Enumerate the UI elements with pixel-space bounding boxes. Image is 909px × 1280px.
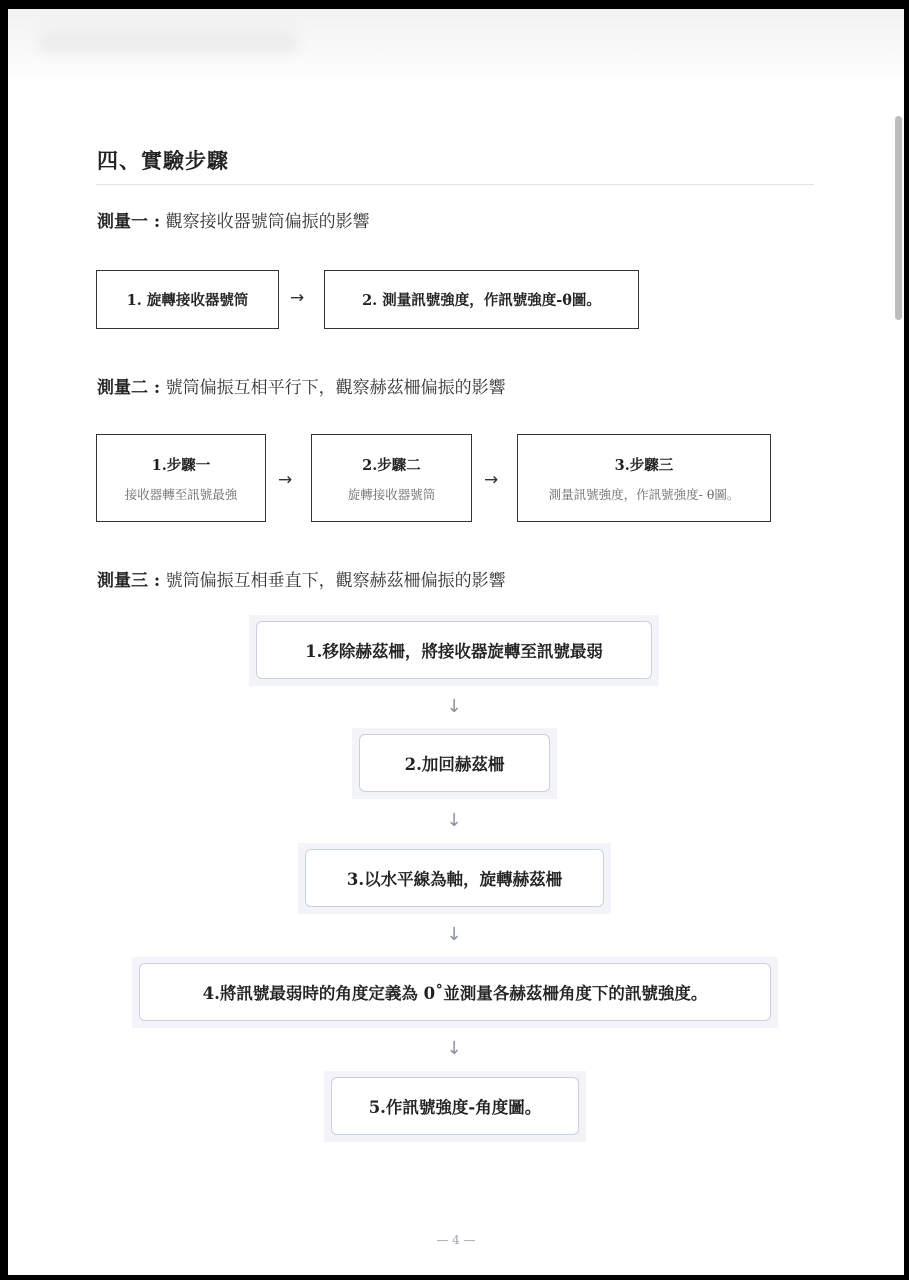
measurement-1-heading	[97, 207, 370, 232]
m3-arrow-2: ↓	[446, 810, 462, 831]
measurement-3-label: 測量三 :	[97, 571, 161, 591]
scrollbar[interactable]	[895, 116, 902, 320]
m3-step-3-box: 3.以水平線為軸，旋轉赫茲柵	[305, 849, 604, 907]
m1-step-2-title: 2. 測量訊號強度，作訊號強度-θ圖。	[362, 292, 601, 309]
measurement-1-label: 測量一 :	[97, 212, 161, 232]
m3-step-4-wrap	[132, 957, 778, 1028]
m3-step-5-wrap	[324, 1071, 586, 1142]
m3-step-2-box: 2.加回赫茲柵	[359, 734, 550, 792]
m3-step-3-wrap	[298, 843, 611, 914]
measurement-2-desc: 號筒偏振互相平行下，觀察赫茲柵偏振的影響	[160, 378, 506, 398]
divider	[96, 184, 814, 185]
measurement-3-desc: 號筒偏振互相垂直下，觀察赫茲柵偏振的影響	[160, 571, 506, 591]
measurement-1-desc: 觀察接收器號筒偏振的影響	[160, 212, 370, 232]
measurement-2-label: 測量二 :	[97, 378, 161, 398]
m2-step-1-sub: 接收器轉至訊號最強	[124, 486, 238, 502]
blurred-header	[8, 9, 904, 89]
m1-arrow-1: →	[290, 288, 305, 308]
m2-step-2-box	[311, 434, 472, 522]
m2-step-2-sub: 旋轉接收器號筒	[347, 486, 436, 502]
m2-arrow-2: →	[484, 470, 499, 490]
m1-step-1-title: 1. 旋轉接收器號筒	[126, 292, 249, 309]
m3-arrow-1: ↓	[446, 696, 462, 717]
m1-step-1-box	[96, 270, 279, 329]
m2-step-2-title: 2.步驟二	[362, 456, 421, 474]
m3-arrow-4: ↓	[446, 1038, 462, 1059]
m2-step-1-title: 1.步驟一	[151, 456, 211, 474]
m3-step-4-box: 4.將訊號最弱時的角度定義為 0˚並測量各赫茲柵角度下的訊號強度。	[139, 963, 771, 1021]
m2-step-3-sub: 測量訊號強度，作訊號強度- θ圖。	[548, 486, 740, 502]
m2-step-3-title: 3.步驟三	[614, 456, 674, 474]
measurement-3-heading	[97, 566, 506, 591]
m2-step-1-box	[96, 434, 266, 522]
section-title: 四、實驗步驟	[97, 148, 229, 173]
document-page	[8, 9, 904, 1275]
m3-step-1-box: 1.移除赫茲柵，將接收器旋轉至訊號最弱	[256, 621, 652, 679]
m1-step-2-box	[324, 270, 639, 329]
m3-arrow-3: ↓	[446, 924, 462, 945]
m3-step-5-box: 5.作訊號強度-角度圖。	[331, 1077, 579, 1135]
m3-step-2-wrap	[352, 728, 557, 799]
m3-step-1-wrap	[249, 615, 659, 686]
page-number: — 4 —	[436, 1233, 476, 1247]
m2-step-3-box	[517, 434, 771, 522]
measurement-2-heading	[97, 373, 506, 398]
m2-arrow-1: →	[278, 470, 293, 490]
